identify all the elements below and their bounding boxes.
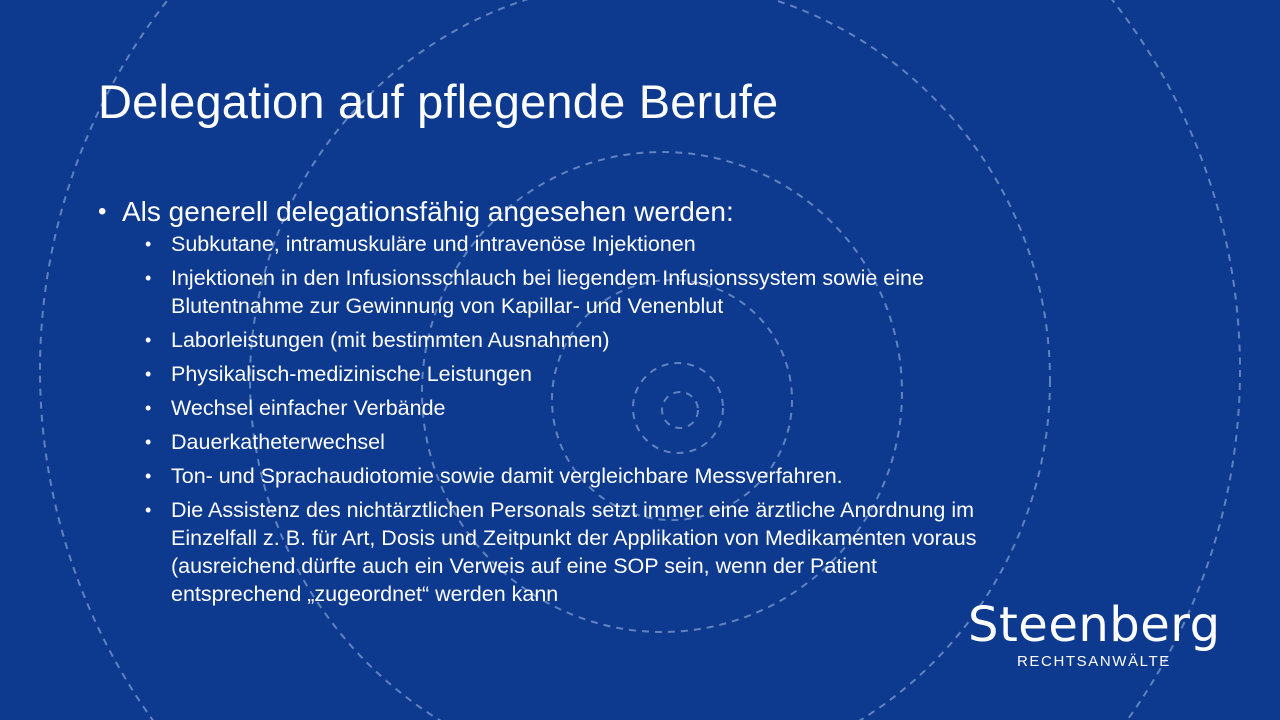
bullet-icon: • [145,234,152,254]
list-item [145,230,1198,258]
list-item [145,462,1198,490]
logo-tagline: RECHTSANWÄLTE [1017,653,1171,670]
list-item [145,360,1198,388]
main-bullet-text: Als generell delegationsfähig angesehen werden: [122,196,734,227]
bullet-icon: • [145,466,152,486]
bullet-icon: • [145,500,152,520]
list-item [145,326,1198,354]
list-item-text: Ton- und Sprachaudiotomie sowie damit vergleichbare Messverfahren. [171,464,843,488]
list-item [145,264,1198,320]
slide-title: Delegation auf pflegende Berufe [98,75,779,128]
list-item-text: Wechsel einfacher Verbände [171,396,446,420]
slide-content [98,194,1198,614]
list-item [145,496,1198,608]
list-item-text: Subkutane, intramuskuläre und intravenöse Injektionen [171,232,696,256]
list-item-text: Physikalisch-medizinische Leistungen [171,362,532,386]
steenberg-logo [968,598,1228,678]
bullet-icon: • [145,364,152,384]
list-item [145,394,1198,422]
bullet-icon: • [145,432,152,452]
list-item-text: Laborleistungen (mit bestimmten Ausnahmen) [171,328,610,352]
bullet-icon: • [145,268,152,288]
main-bullet [98,194,1198,230]
list-item-text: Dauerkatheterwechsel [171,430,385,454]
list-item [145,428,1198,456]
bullet-icon: • [145,398,152,418]
list-item-text: Injektionen in den Infusionsschlauch bei liegendem Infusionssystem sowie eine Blutentnahme zur Gewinnung von Kapillar- und Venenblut [171,266,924,318]
bullet-icon: • [98,198,107,225]
list-item-text: Die Assistenz des nichtärztlichen Personals setzt immer eine ärztliche Anordnung im Einzelfall z. B. für Art, Dosis und Zeitpunkt der Applikation von Medikamenten voraus (ausreichend dürfte auch ein Verweis auf eine SOP sein, wenn der Patient entsprechend „zugeordnet“ werden kann [171,498,977,606]
logo-wordmark: Steenberg [968,597,1221,653]
bullet-icon: • [145,330,152,350]
sub-bullet-list [145,230,1198,608]
